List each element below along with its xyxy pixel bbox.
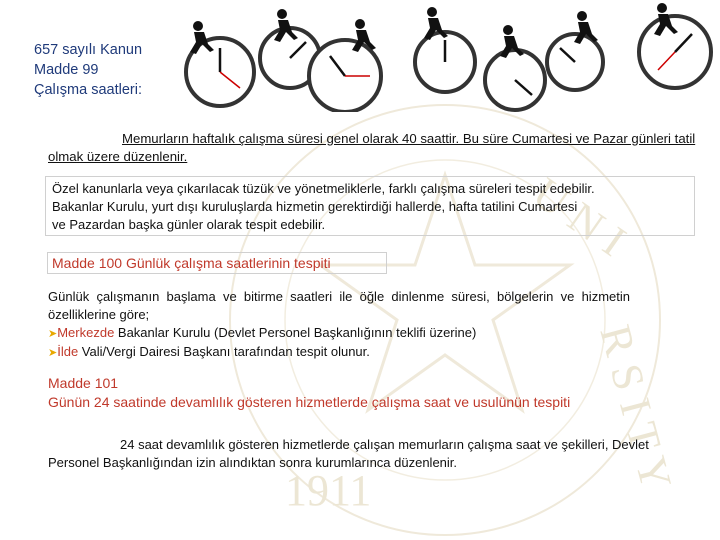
weekly-hours-paragraph: Memurların haftalık çalışma süresi genel olarak 40 saattir. Bu süre Cumartesi ve Pazar günleri tatil olmak üzere düzenlenir. bbox=[48, 131, 696, 164]
clock-icon bbox=[639, 16, 711, 88]
madde-101-number: Madde 101 bbox=[48, 375, 119, 391]
title-subject: Çalışma saatleri: bbox=[34, 82, 142, 98]
bullet-label-il: İlde bbox=[57, 344, 79, 359]
bullet-text-merkez: Bakanlar Kurulu (Devlet Personel Başkanlığının teklifi üzerine) bbox=[114, 325, 477, 340]
clock-icon bbox=[485, 50, 545, 110]
title-article: Madde 99 bbox=[34, 62, 99, 78]
list-item bbox=[48, 343, 630, 362]
madde-101-heading bbox=[48, 374, 708, 412]
daily-hours-section bbox=[48, 288, 630, 362]
clocks-illustration bbox=[170, 0, 720, 112]
bullet-arrow-icon: ➤ bbox=[48, 328, 58, 340]
clock-icon bbox=[309, 40, 381, 112]
watermark-year: 1911 bbox=[285, 466, 372, 515]
madde-101-subject: Günün 24 saatinde devamlılık gösteren hizmetlerde çalışma saat ve usulünün tespiti bbox=[48, 394, 571, 410]
svg-text:R S I T Y: R S I T Y bbox=[590, 319, 682, 495]
svg-text:U N I: U N I bbox=[524, 168, 635, 266]
special-hours-box bbox=[45, 176, 695, 236]
title-law: 657 sayılı Kanun bbox=[34, 42, 143, 58]
madde-100-heading: Madde 100 Günlük çalışma saatlerinin tespiti bbox=[47, 252, 387, 274]
bullet-text-il: Vali/Vergi Dairesi Başkanı tarafından tespit olunur. bbox=[78, 344, 370, 359]
clock-icon bbox=[415, 32, 475, 92]
special-hours-line: ve Pazardan başka günler olarak tespit edebilir. bbox=[52, 217, 326, 232]
special-hours-line: Özel kanunlarla veya çıkarılacak tüzük ve yönetmeliklerle, farklı çalışma süreleri tespit edebilir. bbox=[52, 181, 595, 196]
continuous-service-paragraph: 24 saat devamlılık gösteren hizmetlerde çalışan memurların çalışma saat ve şekilleri, Devlet Personel Başkanlığından izin alındıktan sonra kurumlarınca düzenlenir. bbox=[48, 437, 649, 470]
list-item bbox=[48, 324, 630, 343]
bullet-arrow-icon: ➤ bbox=[48, 347, 58, 359]
clock-icon bbox=[547, 34, 603, 90]
special-hours-line: Bakanlar Kurulu, yurt dışı kuruluşlarda hizmetin gerektirdiği hallerde, hafta tatilini Cumartesi bbox=[52, 199, 578, 214]
bullet-label-merkez: Merkezde bbox=[57, 325, 115, 340]
daily-hours-intro: Günlük çalışmanın başlama ve bitirme saatleri ile öğle dinlenme süresi, bölgelerin ve hizmetin özelliklerine göre; bbox=[48, 289, 630, 322]
slide-title bbox=[34, 40, 142, 100]
